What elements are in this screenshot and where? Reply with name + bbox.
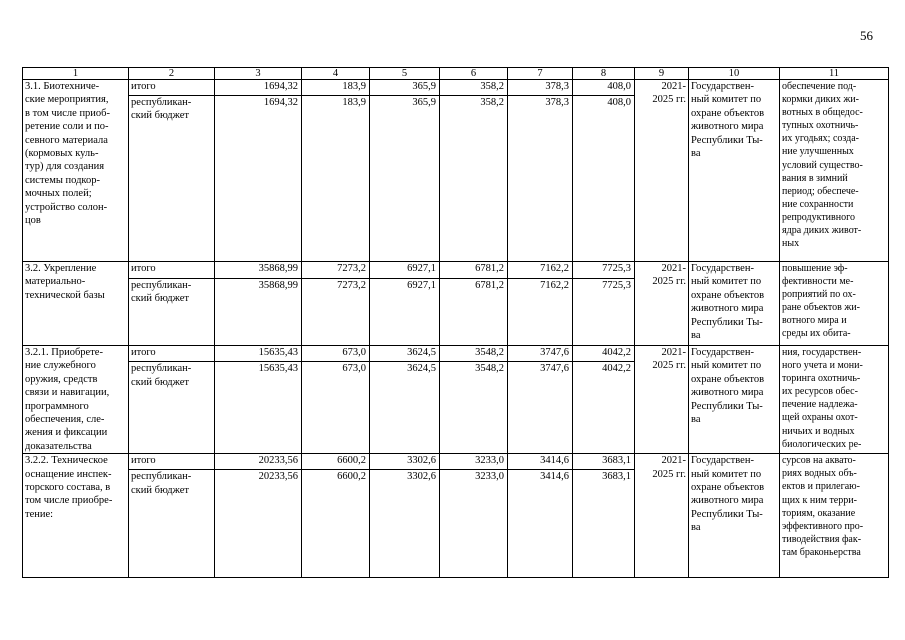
amount-cell: 378,3 [508, 80, 573, 96]
result-cell: сурсов на аквато- риях водных объ- ектов и прилегаю- щих к ним терри- ториям, оказание эффективного про- тиводействия фак- там браконьерства [780, 454, 889, 578]
amount-cell: 4042,2 [573, 362, 635, 454]
amount-cell: 358,2 [440, 80, 508, 96]
amount-cell: 7162,2 [508, 262, 573, 279]
amount-cell: 3747,6 [508, 362, 573, 454]
activity-name: 3.2. Укрепление материально- технической базы [23, 262, 129, 346]
amount-cell: 408,0 [573, 96, 635, 262]
table-body [23, 68, 889, 578]
amount-cell: 20233,56 [215, 470, 302, 578]
amount-cell: 358,2 [440, 96, 508, 262]
funding-source: итого [129, 262, 215, 279]
activity-name: 3.2.2. Техническое оснащение инспек- торского состава, в том числе приобре- тение: [23, 454, 129, 578]
period-cell: 2021- 2025 гг. [635, 346, 689, 454]
column-header: 11 [780, 68, 889, 80]
table-row [23, 454, 889, 470]
amount-cell: 7725,3 [573, 279, 635, 346]
activity-name: 3.1. Биотехниче- ские мероприятия, в том числе приоб- ретение соли и по- севного материала (кормовых куль- тур) для создания системы подкор- мочных полей; устройство солон- цов [23, 80, 129, 262]
column-header: 8 [573, 68, 635, 80]
executor-cell: Государствен- ный комитет по охране объектов животного мира Республики Ты- ва [689, 454, 780, 578]
amount-cell: 7273,2 [302, 262, 370, 279]
amount-cell: 183,9 [302, 96, 370, 262]
amount-cell: 4042,2 [573, 346, 635, 362]
funding-source: республикан- ский бюджет [129, 96, 215, 262]
result-cell: ния, государствен- ного учета и мони- торинга охотничь- их ресурсов обес- печение надлежа- щей охраны охот- ничьих и водных биологических ре- [780, 346, 889, 454]
executor-cell: Государствен- ный комитет по охране объектов животного мира Республики Ты- ва [689, 262, 780, 346]
amount-cell: 3624,5 [370, 362, 440, 454]
column-header: 6 [440, 68, 508, 80]
amount-cell: 1694,32 [215, 96, 302, 262]
amount-cell: 673,0 [302, 362, 370, 454]
table-row [23, 80, 889, 96]
period-cell: 2021- 2025 гг. [635, 262, 689, 346]
executor-cell: Государствен- ный комитет по охране объектов животного мира Республики Ты- ва [689, 80, 780, 262]
funding-source: итого [129, 346, 215, 362]
amount-cell: 408,0 [573, 80, 635, 96]
amount-cell: 6927,1 [370, 262, 440, 279]
amount-cell: 6927,1 [370, 279, 440, 346]
amount-cell: 35868,99 [215, 279, 302, 346]
amount-cell: 3302,6 [370, 454, 440, 470]
column-header: 10 [689, 68, 780, 80]
column-header: 4 [302, 68, 370, 80]
result-cell: обеспечение под- кормки диких жи- вотных в общедос- тупных охотничь- их угодьях; созда- ние улучшенных условий существо- вания в зимний период; обеспече- ние сохранности репродуктивного ядра диких живот- ных [780, 80, 889, 262]
amount-cell: 3414,6 [508, 454, 573, 470]
column-header: 9 [635, 68, 689, 80]
amount-cell: 3233,0 [440, 454, 508, 470]
amount-cell: 365,9 [370, 80, 440, 96]
table-row [23, 262, 889, 279]
amount-cell: 20233,56 [215, 454, 302, 470]
column-header: 2 [129, 68, 215, 80]
period-cell: 2021- 2025 гг. [635, 454, 689, 578]
amount-cell: 1694,32 [215, 80, 302, 96]
amount-cell: 183,9 [302, 80, 370, 96]
amount-cell: 7162,2 [508, 279, 573, 346]
amount-cell: 7725,3 [573, 262, 635, 279]
executor-cell: Государствен- ный комитет по охране объектов животного мира Республики Ты- ва [689, 346, 780, 454]
amount-cell: 3233,0 [440, 470, 508, 578]
column-header: 5 [370, 68, 440, 80]
amount-cell: 7273,2 [302, 279, 370, 346]
header-row [23, 68, 889, 80]
amount-cell: 3624,5 [370, 346, 440, 362]
page-number: 56 [860, 28, 873, 43]
amount-cell: 3302,6 [370, 470, 440, 578]
amount-cell: 673,0 [302, 346, 370, 362]
amount-cell: 3683,1 [573, 470, 635, 578]
column-header: 7 [508, 68, 573, 80]
amount-cell: 378,3 [508, 96, 573, 262]
amount-cell: 3548,2 [440, 346, 508, 362]
amount-cell: 3683,1 [573, 454, 635, 470]
funding-source: итого [129, 454, 215, 470]
funding-source: республикан- ский бюджет [129, 470, 215, 578]
amount-cell: 15635,43 [215, 346, 302, 362]
amount-cell: 15635,43 [215, 362, 302, 454]
period-cell: 2021- 2025 гг. [635, 80, 689, 262]
amount-cell: 3548,2 [440, 362, 508, 454]
column-header: 1 [23, 68, 129, 80]
activity-name: 3.2.1. Приобрете- ние служебного оружия, средств связи и навигации, программного обеспечения, сле- жения и фиксации доказательства [23, 346, 129, 454]
amount-cell: 6781,2 [440, 279, 508, 346]
amount-cell: 365,9 [370, 96, 440, 262]
amount-cell: 6600,2 [302, 470, 370, 578]
program-table [22, 67, 889, 578]
amount-cell: 6600,2 [302, 454, 370, 470]
result-cell: повышение эф- фективности ме- роприятий по ох- ране объектов жи- вотного мира и среды их обита- [780, 262, 889, 346]
amount-cell: 3414,6 [508, 470, 573, 578]
amount-cell: 35868,99 [215, 262, 302, 279]
funding-source: республикан- ский бюджет [129, 362, 215, 454]
column-header: 3 [215, 68, 302, 80]
amount-cell: 6781,2 [440, 262, 508, 279]
table-row [23, 346, 889, 362]
funding-source: итого [129, 80, 215, 96]
funding-source: республикан- ский бюджет [129, 279, 215, 346]
amount-cell: 3747,6 [508, 346, 573, 362]
